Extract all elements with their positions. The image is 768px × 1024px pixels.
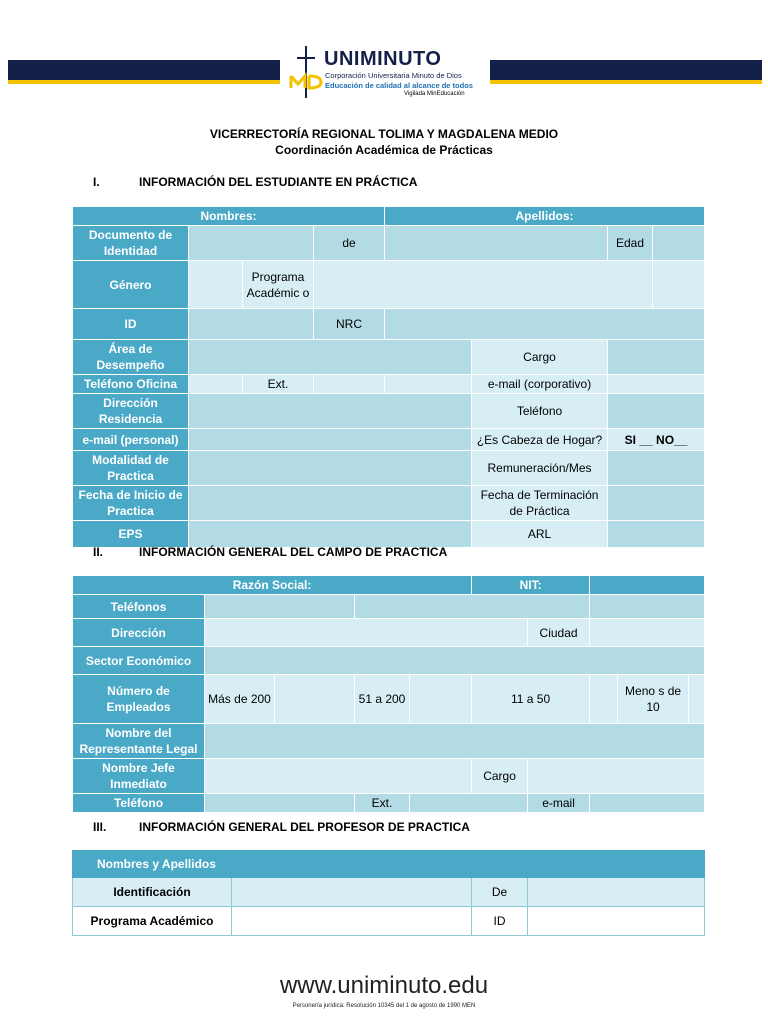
ciudad-field[interactable] [590,619,705,647]
51-200-check[interactable] [410,675,472,724]
programa-field[interactable] [314,261,653,309]
edad-label: Edad [608,226,653,261]
cabeza-hogar-label: ¿Es Cabeza de Hogar? [472,429,608,451]
uniminuto-logo [288,44,488,100]
email-personal-label: e-mail (personal) [73,429,189,451]
genero-field[interactable] [189,261,243,309]
menos-10-check[interactable] [689,675,705,724]
jefe-label: Nombre Jefe Inmediato [73,759,205,794]
email-corporativo-label: e-mail (corporativo) [472,375,608,394]
nit-header-value [590,576,705,595]
fecha-terminacion-label: Fecha de Terminación de Práctica [472,486,608,521]
de-profesor-field[interactable] [528,878,705,907]
brand-name: UNIMINUTO [324,48,442,70]
nrc-field[interactable] [385,309,705,340]
nrc-label: NRC [314,309,385,340]
razon-social-header: Razón Social: [73,576,472,595]
header-bar-left [8,60,280,84]
telefono-1-field[interactable] [205,595,355,619]
de-profesor-label: De [472,878,528,907]
id-profesor-field[interactable] [528,907,705,936]
remuneracion-field[interactable] [608,451,705,486]
telefono-empresa-field[interactable] [205,794,355,813]
arl-field[interactable] [608,521,705,548]
direccion-label: Dirección Residencia [73,394,189,429]
cargo-jefe-label: Cargo [472,759,528,794]
telefono-oficina-field[interactable] [189,375,243,394]
empleados-label: Número de Empleados [73,675,205,724]
section-number: II. [93,545,104,559]
id-profesor-label: ID [472,907,528,936]
footer-legal: Personería jurídica: Resolución 10345 del 1 de agosto de 1990 MEN [292,1003,476,1009]
telefonos-label: Teléfonos [73,595,205,619]
documento-label: Documento de Identidad [73,226,189,261]
nombres-header: Nombres: [73,207,385,226]
student-info-table [72,206,705,548]
cargo-jefe-field[interactable] [528,759,705,794]
section-number: III. [93,820,107,834]
cargo-field[interactable] [608,340,705,375]
vigilada-text: Vigilada MinEducación [404,91,465,97]
eps-field[interactable] [189,521,472,548]
ext-empresa-label: Ext. [355,794,410,813]
telefono-field[interactable] [608,394,705,429]
email-empresa-field[interactable] [590,794,705,813]
programa-profesor-field[interactable] [232,907,472,936]
footer-url[interactable]: www.uniminuto.edu [279,972,489,999]
header-bar-right [490,60,762,84]
representante-label: Nombre del Representante Legal [73,724,205,759]
ext-empresa-field[interactable] [410,794,528,813]
mas-200-option[interactable]: Más de 200 [205,675,275,724]
documento-field[interactable] [189,226,314,261]
direccion-empresa-field[interactable] [205,619,528,647]
area-field[interactable] [189,340,472,375]
id-label: ID [73,309,189,340]
modalidad-field[interactable] [189,451,472,486]
brand-subtitle: Corporación Universitaria Minuto de Dios [325,71,462,80]
jefe-field[interactable] [205,759,472,794]
section-title: INFORMACIÓN DEL ESTUDIANTE EN PRÁCTICA [139,175,418,189]
company-info-table [72,575,705,813]
de-label: de [314,226,385,261]
direccion-empresa-label: Dirección [73,619,205,647]
edad-field[interactable] [653,226,705,261]
id-field[interactable] [189,309,314,340]
nit-header: NIT: [472,576,590,595]
ext-label: Ext. [243,375,314,394]
menos-10-option[interactable]: Meno s de 10 [618,675,689,724]
sector-label: Sector Económico [73,647,205,675]
ext-field[interactable] [314,375,385,394]
email-corporativo-field[interactable] [608,375,705,394]
identificacion-label: Identificación [73,878,232,907]
11-50-check[interactable] [590,675,618,724]
section-number: I. [93,175,100,189]
telefono-oficina-label: Teléfono Oficina [73,375,189,394]
programa-profesor-label: Programa Académico [73,907,232,936]
fecha-terminacion-field[interactable] [608,486,705,521]
programa-label: Programa Académic o [243,261,314,309]
fecha-inicio-field[interactable] [189,486,472,521]
expedicion-field[interactable] [385,226,608,261]
sector-field[interactable] [205,647,705,675]
section-title: INFORMACIÓN GENERAL DEL CAMPO DE PRACTICA [139,545,448,559]
genero-label: Género [73,261,189,309]
md-emblem-icon [288,44,324,100]
telefono-3-field[interactable] [590,595,705,619]
telefono-oficina-extra-field[interactable] [385,375,472,394]
direccion-field[interactable] [189,394,472,429]
telefono-label: Teléfono [472,394,608,429]
teacher-info-table [72,850,705,936]
cargo-label: Cargo [472,340,608,375]
51-200-option[interactable]: 51 a 200 [355,675,410,724]
telefono-2-field[interactable] [355,595,590,619]
cabeza-hogar-options[interactable]: SI __ NO__ [608,429,705,451]
fecha-inicio-label: Fecha de Inicio de Practica [73,486,189,521]
11-50-option[interactable]: 11 a 50 [472,675,590,724]
email-personal-field[interactable] [189,429,472,451]
telefono-empresa-label: Teléfono [73,794,205,813]
modalidad-label: Modalidad de Practica [73,451,189,486]
remuneracion-label: Remuneración/Mes [472,451,608,486]
apellidos-header: Apellidos: [385,207,705,226]
document-subtitle: Coordinación Académica de Prácticas [275,143,493,157]
document-title: VICERRECTORÍA REGIONAL TOLIMA Y MAGDALENA MEDIO [209,127,559,141]
email-empresa-label: e-mail [528,794,590,813]
ciudad-label: Ciudad [528,619,590,647]
section-title: INFORMACIÓN GENERAL DEL PROFESOR DE PRACTICA [139,820,470,834]
brand-tagline: Educación de calidad al alcance de todos [325,81,473,90]
area-label: Área de Desempeño [73,340,189,375]
semestre-field[interactable] [653,261,705,309]
nombres-apellidos-header: Nombres y Apellidos [73,851,705,878]
representante-field[interactable] [205,724,705,759]
identificacion-field[interactable] [232,878,472,907]
eps-label: EPS [73,521,189,548]
arl-label: ARL [472,521,608,548]
mas-200-check[interactable] [275,675,355,724]
